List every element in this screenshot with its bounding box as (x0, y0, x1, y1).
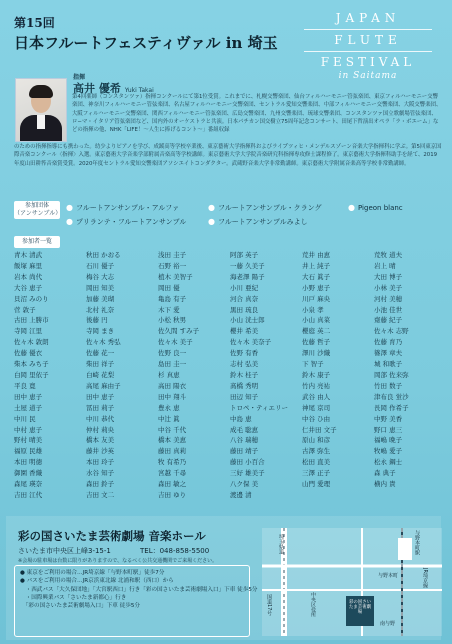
performer-name: 吉田 江代 (14, 490, 43, 499)
performer-name: 牧 有希乃 (158, 458, 187, 467)
performer-name: 中野 美香 (374, 414, 403, 423)
access-line: ・国際興業バス「さいたま新都心」行き (20, 594, 127, 601)
performer-roster (14, 250, 438, 516)
performer-name: 亀島 有子 (158, 294, 187, 303)
performer-name: 福原 民雄 (14, 447, 43, 456)
access-line: 「彩の国さいたま芸術劇場入口」下車 徒歩5分 (20, 603, 141, 610)
logo-line-1: JAPAN (335, 11, 401, 25)
performer-name: 仲村 莉央 (86, 425, 115, 434)
map-label: 国道17号 (266, 594, 272, 616)
performer-name: 秋田 かおる (86, 251, 121, 259)
performer-name: 石川 優子 (86, 261, 115, 270)
groups-label: 参加団体 （アンサンブル） (14, 202, 62, 217)
performer-name: 篠澤 章夫 (374, 349, 403, 358)
festival-header (14, 14, 278, 53)
roster-column (86, 250, 138, 501)
performer-name: 野村 晴美 (14, 436, 43, 445)
performer-name: 櫻庭 英二 (302, 327, 331, 336)
performer-name: 吉田 ゆり (158, 490, 187, 499)
performer-name: 佐々木 志野 (374, 327, 409, 336)
ensemble-item: ● フルートアンサンブル・クラング (208, 203, 322, 212)
performer-name: 河村 美穂 (374, 294, 403, 303)
ensemble-item: ● フルートアンサンブル・アルファ (66, 203, 180, 212)
performer-name: 水谷 知子 (86, 469, 115, 478)
conductor-romaji: Yuki Takai (124, 87, 154, 94)
performer-name: 齋藤 紀子 (374, 316, 403, 325)
performer-name: 中村 恵子 (14, 425, 43, 434)
performer-name: 青木 清武 (14, 251, 43, 259)
performer-name: 飯塚 麻里 (14, 261, 43, 270)
roster-column (158, 250, 210, 501)
performer-name: 城 和歌子 (374, 360, 403, 369)
performer-name: 神尾 京司 (302, 403, 331, 412)
performer-name: 高田 陽衣 (158, 381, 187, 390)
performer-name: 岩本 尚代 (14, 272, 43, 281)
performer-name: 成毛 聡恵 (230, 425, 259, 434)
performer-name: 橋本 美恵 (158, 436, 187, 445)
logo-rule (304, 29, 432, 30)
performer-name: 原山 和彦 (302, 436, 331, 445)
performer-name: 古田 上勝市 (14, 316, 49, 325)
performers-label: 参加者一覧 (14, 236, 60, 248)
performer-name: 横内 貴 (374, 480, 396, 489)
performer-name: 藤田 小百合 (230, 458, 265, 467)
performer-name: 大田 博子 (374, 272, 403, 281)
roster-column (14, 250, 66, 501)
performer-name: 中谷 ひ由 (302, 414, 331, 423)
performer-name: 小野 恵子 (302, 283, 331, 292)
performer-name: 森田 鈴子 (86, 480, 115, 489)
performer-name: 梅谷 大志 (86, 272, 115, 281)
performer-name: 田中 恵子 (86, 392, 115, 401)
performer-name: 佐藤 育乃 (374, 338, 403, 347)
conductor-bio-continued: のための指揮指導にも携わった。幼少よりピアノを学び、成蹊高等学校卒業後、東京藝術大学指揮科およびライプツィヒ・メンデルスゾーン音楽大学指揮科に学ぶ。第5回東京国際音楽コンクール〈指揮〉入選。東京藝術大学音楽学部附属音楽高等学校講師。東京藝術大学大学院音楽研究科指揮専攻修士課程修了。東京藝術大学指揮科助手を経て、2019年度山田耕筰音楽賞受賞。2020年度セントラル愛知交響楽団アソシエイトコンダクター。武蔵野音楽大学非常勤講師。東京藝術大学附属音楽高等学校非常勤講師。 (14, 144, 442, 167)
performer-name: 佐々木 美奈子 (230, 338, 272, 347)
performer-name: 大谷 恵子 (14, 283, 43, 292)
festival-title: 日本フルートフェスティヴァル in 埼玉 (14, 34, 278, 52)
performer-name: 中島 恵 (230, 414, 252, 423)
map-label: JR埼京線 (422, 568, 428, 588)
conductor-photo (15, 78, 67, 142)
performer-name: 松永 鋼士 (374, 458, 403, 467)
venue-address: さいたま市中央区上峰3-15-1 (18, 547, 111, 555)
performer-name: 武谷 由人 (302, 392, 331, 401)
performer-name: 黒田 琉良 (230, 305, 259, 314)
performer-name: 津布良 蛍沙 (374, 392, 409, 401)
performer-name: 宮越 千尋 (158, 469, 187, 478)
performer-name: 冨田 莉子 (86, 403, 115, 412)
performer-name: 田辺 知子 (230, 392, 259, 401)
performer-name: 仁井田 文子 (302, 425, 337, 434)
performer-name: 森尾 瑛奈 (14, 480, 43, 489)
map-venue-marker: 彩の国さいたま芸術劇場 (349, 600, 371, 615)
performer-name: 島田 圭一 (158, 360, 187, 369)
access-box (14, 565, 258, 637)
logo-line-3: FESTIVAL (320, 55, 416, 69)
performer-name (374, 490, 426, 501)
performer-name: 藤田 真莉 (158, 447, 187, 456)
map-label: 埼玉県道 (278, 534, 284, 554)
performer-name: 佐々木 秀弘 (86, 338, 121, 347)
performer-name: 中川 恭代 (86, 414, 115, 423)
parking-note: ※会場の駐車場は台数に限りがありますので、なるべく公共交通機関でご来場ください。 (18, 558, 218, 564)
performer-name: 木下 愛 (158, 305, 180, 314)
performer-name: 竹田 数子 (374, 381, 403, 390)
performer-name: 小林 美子 (374, 283, 403, 292)
performer-name: 森 典子 (374, 469, 396, 478)
performer-name: 田中 恵子 (14, 392, 43, 401)
performer-name: トロペ・ティエリー (230, 403, 288, 412)
conductor-bio: 第4回薬師（コンスタンツァ）指揮コンクールにて第1位受賞。これまでに、札幌交響楽団、仙台フィルハーモニー管弦楽団、東京フィルハーモニー交響楽団、神奈川フィルハーモニー管弦楽団、名古屋フィルハーモニー交響楽団、セントラル愛知交響楽団、中部フィルハーモニー交響楽団、大阪交響楽団、大阪フィルハーモニー交響楽団、関西フィルハーモニー管弦楽団、広島交響楽団、九州交響楽団、琉球交響楽団、コンスタンツァ国立歌劇場管弦楽団、ロ−マ・イタリア管弦楽団など、国内外のオーケストラと共演。日本パチカン国交樹立75周年記念コンサート、田尾下哲演出オペラ「ラ・ボエーム」などの指揮の他、NHK「LIFE！～人生に捧げるコント～」番組収録 (72, 94, 442, 134)
performer-name: 土屋 道子 (14, 403, 43, 412)
performer-name: 竹内 亮祐 (302, 381, 331, 390)
performer-name: 白岡 里依子 (14, 370, 49, 379)
performer-name: 岡田 知美 (86, 283, 115, 292)
performer-name: 橋本 友美 (86, 436, 115, 445)
roster-column (230, 250, 288, 501)
logo-line-2: FLUTE (334, 33, 402, 47)
performer-name: 野口 恵三 (374, 425, 403, 434)
performer-name: 三好 雄美子 (230, 469, 265, 478)
roster-column (302, 250, 354, 501)
performer-name: 佐久間 すみ子 (158, 327, 200, 336)
performer-name: 澤川 沙織 (302, 349, 331, 358)
performer-name: 髙橋 秀明 (230, 381, 259, 390)
performer-name: 櫻井 希美 (230, 327, 259, 336)
performer-name: 福嶋 晩子 (374, 436, 403, 445)
performer-name: 鈴木 桂子 (230, 370, 259, 379)
performer-name: 本田 明徳 (14, 458, 43, 467)
ensemble-item: ● フルートアンサンブルみよし (208, 217, 308, 226)
performer-name: 御園 香織 (14, 469, 43, 478)
performer-name: 柴本 みち子 (14, 360, 49, 369)
performer-name: 一藤 久美子 (230, 261, 265, 270)
performer-name: 荒井 由恵 (302, 251, 331, 259)
venue-map (262, 528, 442, 636)
access-line: ・西武バス「大久保団地」「大宮駅西口」行き「彩の国さいたま芸術劇場入口」下車 徒歩5分 (20, 586, 258, 593)
performer-name: 小山 洸士郎 (230, 316, 265, 325)
performer-name: 小山 真菜 (302, 316, 331, 325)
performer-name: 佐々木 敦朗 (14, 338, 49, 347)
performer-name: 下 智子 (302, 360, 324, 369)
performer-name (302, 490, 354, 501)
performer-name: 吉田 文二 (86, 490, 115, 499)
performer-name: 浅田 圭子 (158, 251, 187, 259)
performer-name: 海老澤 陽子 (230, 272, 265, 281)
performer-name: 小泉 孝 (302, 305, 324, 314)
performer-name: 三澤 正子 (302, 469, 331, 478)
performer-name: 高尾 麻由子 (86, 381, 121, 390)
performer-name: 八谷 瑞穂 (230, 436, 259, 445)
performer-name: 志村 弘美 (230, 360, 259, 369)
performer-name: 平良 寛 (14, 381, 36, 390)
performer-name: 岡部 佐来弥 (374, 370, 409, 379)
performer-name: 貝沼 みのり (14, 294, 49, 303)
performer-name: 寺岡 まき (86, 327, 115, 336)
performer-name: 石野 裕一 (158, 261, 187, 270)
performer-name: 白崎 花梨 (86, 370, 115, 379)
performer-name: 荒牧 道夫 (374, 251, 403, 259)
performer-name: 松田 直美 (302, 458, 331, 467)
performer-name: 菅 敦子 (14, 305, 36, 314)
performer-name: 藤井 沙英 (86, 447, 115, 456)
performer-name: 長岡 作希子 (374, 403, 409, 412)
roster-column (374, 250, 426, 501)
performer-name: 岩上 晴 (374, 261, 396, 270)
performer-name: 佐藤 花一 (86, 349, 115, 358)
performer-name: 井上 純子 (302, 261, 331, 270)
performer-name: 岡田 優 (158, 283, 180, 292)
performer-name: 小池 佳世 (374, 305, 403, 314)
performer-name: 大石 眞子 (302, 272, 331, 281)
performer-name: 八ク保 美 (230, 480, 259, 489)
performer-name: 古澤 弥生 (302, 447, 331, 456)
performer-name: 後藤 円 (86, 316, 108, 325)
performer-name: 藤田 靖子 (230, 447, 259, 456)
map-label: 南与野 (380, 621, 396, 627)
performer-name: 佐藤 哲子 (302, 338, 331, 347)
performer-name: 阿部 英子 (230, 251, 259, 259)
performer-name: 山門 愛理 (302, 480, 331, 489)
performer-name: 小松 秋男 (158, 316, 187, 325)
performer-name: 北村 礼奈 (86, 305, 115, 314)
ensemble-item: ● Pigeon blanc (348, 203, 403, 212)
map-label: 与野本町 (378, 573, 399, 579)
edition-label: 第15回 (14, 16, 55, 30)
venue-name: 彩の国さいたま芸術劇場 音楽ホール (18, 529, 206, 543)
performer-name: 佐野 有香 (230, 349, 259, 358)
performer-name: 森田 敏之 (158, 480, 187, 489)
performer-name: 中谷 千代 (158, 425, 187, 434)
performer-name: 河合 真奈 (230, 294, 259, 303)
performer-name: 寺岡 江里 (14, 327, 43, 336)
performer-name: 佐藤 優衣 (14, 349, 43, 358)
access-line: ● バスをご利用の場合…JR京浜東北線 北浦和駅（西口）から (20, 578, 174, 585)
performer-name: 柴田 祥子 (86, 360, 115, 369)
performer-name: 佐々木 美子 (158, 338, 193, 347)
map-label: 与野本町駅 (414, 530, 420, 555)
venue-tel: TEL：048-858-5500 (140, 547, 210, 555)
performer-name: 牧嶋 愛子 (374, 447, 403, 456)
logo-rule (304, 51, 432, 52)
access-line: ● 東京をご利用の場合…JR埼京線「与野本町駅」徒歩7分 (20, 570, 165, 576)
performer-name: 加藤 美瑚 (86, 294, 115, 303)
performer-name: 鈴木 康子 (302, 370, 331, 379)
logo-line-4: in Saitama (338, 71, 398, 81)
festival-logo (298, 10, 438, 81)
performer-name: 本田 玲子 (86, 458, 115, 467)
performer-name: 中辻 眞 (158, 414, 180, 423)
map-label: 中央区役所 (310, 592, 316, 617)
performer-name: 杉 真恵 (158, 370, 180, 379)
performer-name: 田中 翔斗 (158, 392, 187, 401)
performer-name: 植木 美智子 (158, 272, 193, 281)
ensemble-item: ● プリランテ・フルートアンサンブル (66, 217, 187, 226)
performer-name: 中川 民 (14, 414, 36, 423)
performer-name: 佐野 良一 (158, 349, 187, 358)
performer-name: 豊永 恵 (158, 403, 180, 412)
conductor-name: 高井 優希 Yuki Takai (73, 82, 154, 95)
conductor-label: 指揮 (73, 74, 86, 81)
performer-name: 川戸 麻央 (302, 294, 331, 303)
performer-name: 小川 亜紀 (230, 283, 259, 292)
performer-name: 渡邊 清 (230, 490, 252, 499)
